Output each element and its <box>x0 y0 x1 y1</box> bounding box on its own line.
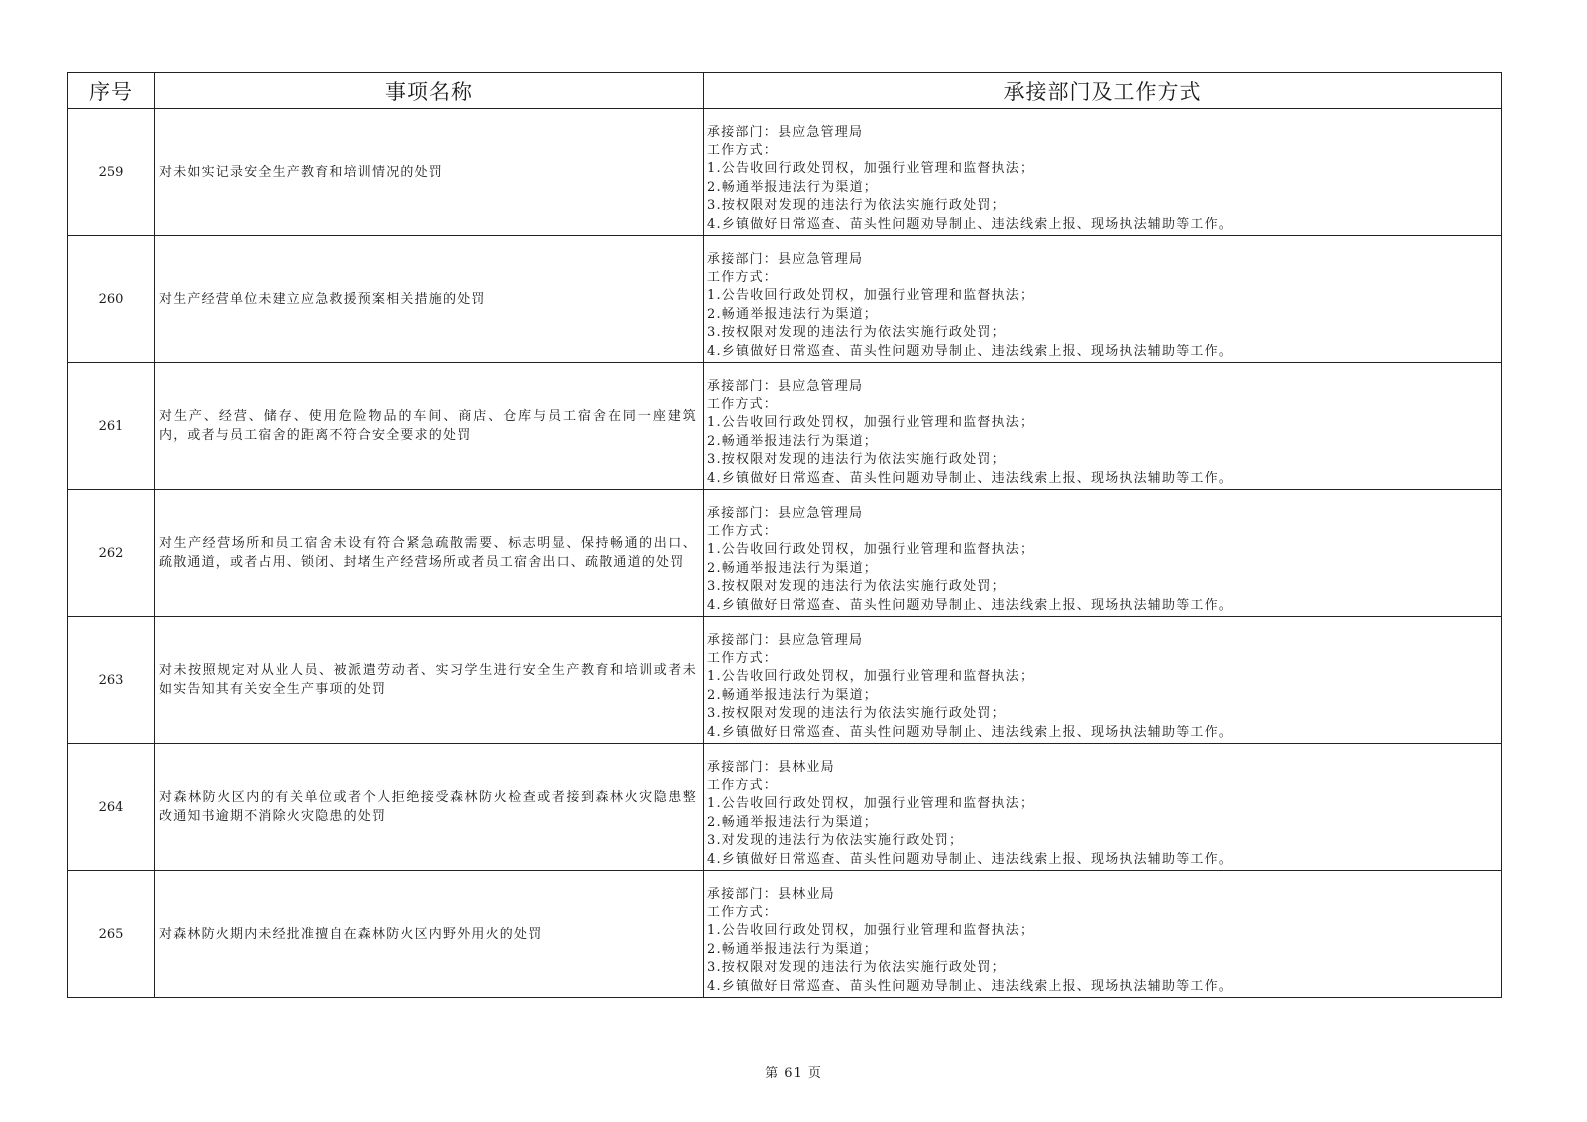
method-step: 4.乡镇做好日常巡查、苗头性问题劝导制止、违法线索上报、现场执法辅助等工作。 <box>707 597 1234 613</box>
method-step: 2.畅通举报违法行为渠道； <box>707 306 879 322</box>
department-line: 承接部门：县林业局 <box>707 759 835 775</box>
method-lines <box>707 124 1501 235</box>
method-step: 3.按权限对发现的违法行为依法实施行政处罚； <box>707 325 1006 341</box>
method-heading: 工作方式： <box>707 523 779 539</box>
method-heading: 工作方式： <box>707 904 779 920</box>
row-serial-number: 259 <box>68 109 155 236</box>
row-matter-name: 对森林防火期内未经批准擅自在森林防火区内野外用火的处罚 <box>155 871 704 998</box>
department-line: 承接部门：县林业局 <box>707 886 835 902</box>
method-lines <box>707 886 1501 997</box>
method-lines <box>707 759 1501 870</box>
row-serial-number: 263 <box>68 617 155 744</box>
method-step: 3.按权限对发现的违法行为依法实施行政处罚； <box>707 960 1006 976</box>
method-lines <box>707 378 1501 489</box>
method-step: 4.乡镇做好日常巡查、苗头性问题劝导制止、违法线索上报、现场执法辅助等工作。 <box>707 470 1234 486</box>
method-step: 2.畅通举报违法行为渠道； <box>707 433 879 449</box>
department-line: 承接部门：县应急管理局 <box>707 124 864 140</box>
table-row <box>68 871 1502 998</box>
table-row <box>68 490 1502 617</box>
row-matter-name: 对生产、经营、储存、使用危险物品的车间、商店、仓库与员工宿舍在同一座建筑内，或者与员工宿舍的距离不符合安全要求的处罚 <box>155 363 704 490</box>
method-step: 2.畅通举报违法行为渠道； <box>707 560 879 576</box>
method-step: 4.乡镇做好日常巡查、苗头性问题劝导制止、违法线索上报、现场执法辅助等工作。 <box>707 216 1234 232</box>
method-lines <box>707 632 1501 743</box>
row-matter-name: 对未如实记录安全生产教育和培训情况的处罚 <box>155 109 704 236</box>
header-serial-number: 序号 <box>68 73 155 109</box>
method-step: 4.乡镇做好日常巡查、苗头性问题劝导制止、违法线索上报、现场执法辅助等工作。 <box>707 851 1234 867</box>
table-body <box>68 109 1502 998</box>
row-department-and-method <box>704 871 1502 998</box>
method-step: 4.乡镇做好日常巡查、苗头性问题劝导制止、违法线索上报、现场执法辅助等工作。 <box>707 343 1234 359</box>
row-serial-number: 265 <box>68 871 155 998</box>
method-step: 2.畅通举报违法行为渠道； <box>707 941 879 957</box>
row-matter-name: 对生产经营场所和员工宿舍未设有符合紧急疏散需要、标志明显、保持畅通的出口、疏散通道，或者占用、锁闭、封堵生产经营场所或者员工宿舍出口、疏散通道的处罚 <box>155 490 704 617</box>
table-row <box>68 109 1502 236</box>
table-header-row <box>68 73 1502 109</box>
row-matter-name: 对森林防火区内的有关单位或者个人拒绝接受森林防火检查或者接到森林火灾隐患整改通知书逾期不消除火灾隐患的处罚 <box>155 744 704 871</box>
row-serial-number: 262 <box>68 490 155 617</box>
row-matter-name: 对未按照规定对从业人员、被派遣劳动者、实习学生进行安全生产教育和培训或者未如实告知其有关安全生产事项的处罚 <box>155 617 704 744</box>
row-department-and-method <box>704 363 1502 490</box>
method-heading: 工作方式： <box>707 269 779 285</box>
department-line: 承接部门：县应急管理局 <box>707 251 864 267</box>
method-step: 1.公告收回行政处罚权，加强行业管理和监督执法； <box>707 288 1035 304</box>
row-department-and-method <box>704 617 1502 744</box>
row-department-and-method <box>704 236 1502 363</box>
method-heading: 工作方式： <box>707 650 779 666</box>
method-step: 3.对发现的违法行为依法实施行政处罚； <box>707 833 964 849</box>
method-heading: 工作方式： <box>707 777 779 793</box>
row-department-and-method <box>704 744 1502 871</box>
table-row <box>68 236 1502 363</box>
method-heading: 工作方式： <box>707 396 779 412</box>
header-matter-name: 事项名称 <box>155 73 704 109</box>
method-step: 1.公告收回行政处罚权，加强行业管理和监督执法； <box>707 923 1035 939</box>
row-department-and-method <box>704 490 1502 617</box>
department-line: 承接部门：县应急管理局 <box>707 378 864 394</box>
method-heading: 工作方式： <box>707 142 779 158</box>
method-step: 2.畅通举报违法行为渠道； <box>707 687 879 703</box>
row-serial-number: 260 <box>68 236 155 363</box>
method-step: 2.畅通举报违法行为渠道； <box>707 814 879 830</box>
department-line: 承接部门：县应急管理局 <box>707 505 864 521</box>
method-step: 1.公告收回行政处罚权，加强行业管理和监督执法； <box>707 161 1035 177</box>
row-serial-number: 264 <box>68 744 155 871</box>
method-step: 1.公告收回行政处罚权，加强行业管理和监督执法； <box>707 415 1035 431</box>
page-number: 第 61 页 <box>765 1066 822 1081</box>
table-row <box>68 617 1502 744</box>
method-step: 2.畅通举报违法行为渠道； <box>707 179 879 195</box>
header-department-and-method: 承接部门及工作方式 <box>704 73 1502 109</box>
table-row <box>68 363 1502 490</box>
method-step: 3.按权限对发现的违法行为依法实施行政处罚； <box>707 452 1006 468</box>
department-line: 承接部门：县应急管理局 <box>707 632 864 648</box>
method-step: 4.乡镇做好日常巡查、苗头性问题劝导制止、违法线索上报、现场执法辅助等工作。 <box>707 724 1234 740</box>
row-matter-name: 对生产经营单位未建立应急救援预案相关措施的处罚 <box>155 236 704 363</box>
method-lines <box>707 505 1501 616</box>
method-step: 1.公告收回行政处罚权，加强行业管理和监督执法； <box>707 796 1035 812</box>
method-step: 3.按权限对发现的违法行为依法实施行政处罚； <box>707 706 1006 722</box>
method-step: 3.按权限对发现的违法行为依法实施行政处罚； <box>707 579 1006 595</box>
method-step: 1.公告收回行政处罚权，加强行业管理和监督执法； <box>707 542 1035 558</box>
method-step: 3.按权限对发现的违法行为依法实施行政处罚； <box>707 198 1006 214</box>
method-step: 1.公告收回行政处罚权，加强行业管理和监督执法； <box>707 669 1035 685</box>
matters-table <box>67 72 1502 998</box>
method-step: 4.乡镇做好日常巡查、苗头性问题劝导制止、违法线索上报、现场执法辅助等工作。 <box>707 978 1234 994</box>
table-row <box>68 744 1502 871</box>
row-department-and-method <box>704 109 1502 236</box>
row-serial-number: 261 <box>68 363 155 490</box>
method-lines <box>707 251 1501 362</box>
